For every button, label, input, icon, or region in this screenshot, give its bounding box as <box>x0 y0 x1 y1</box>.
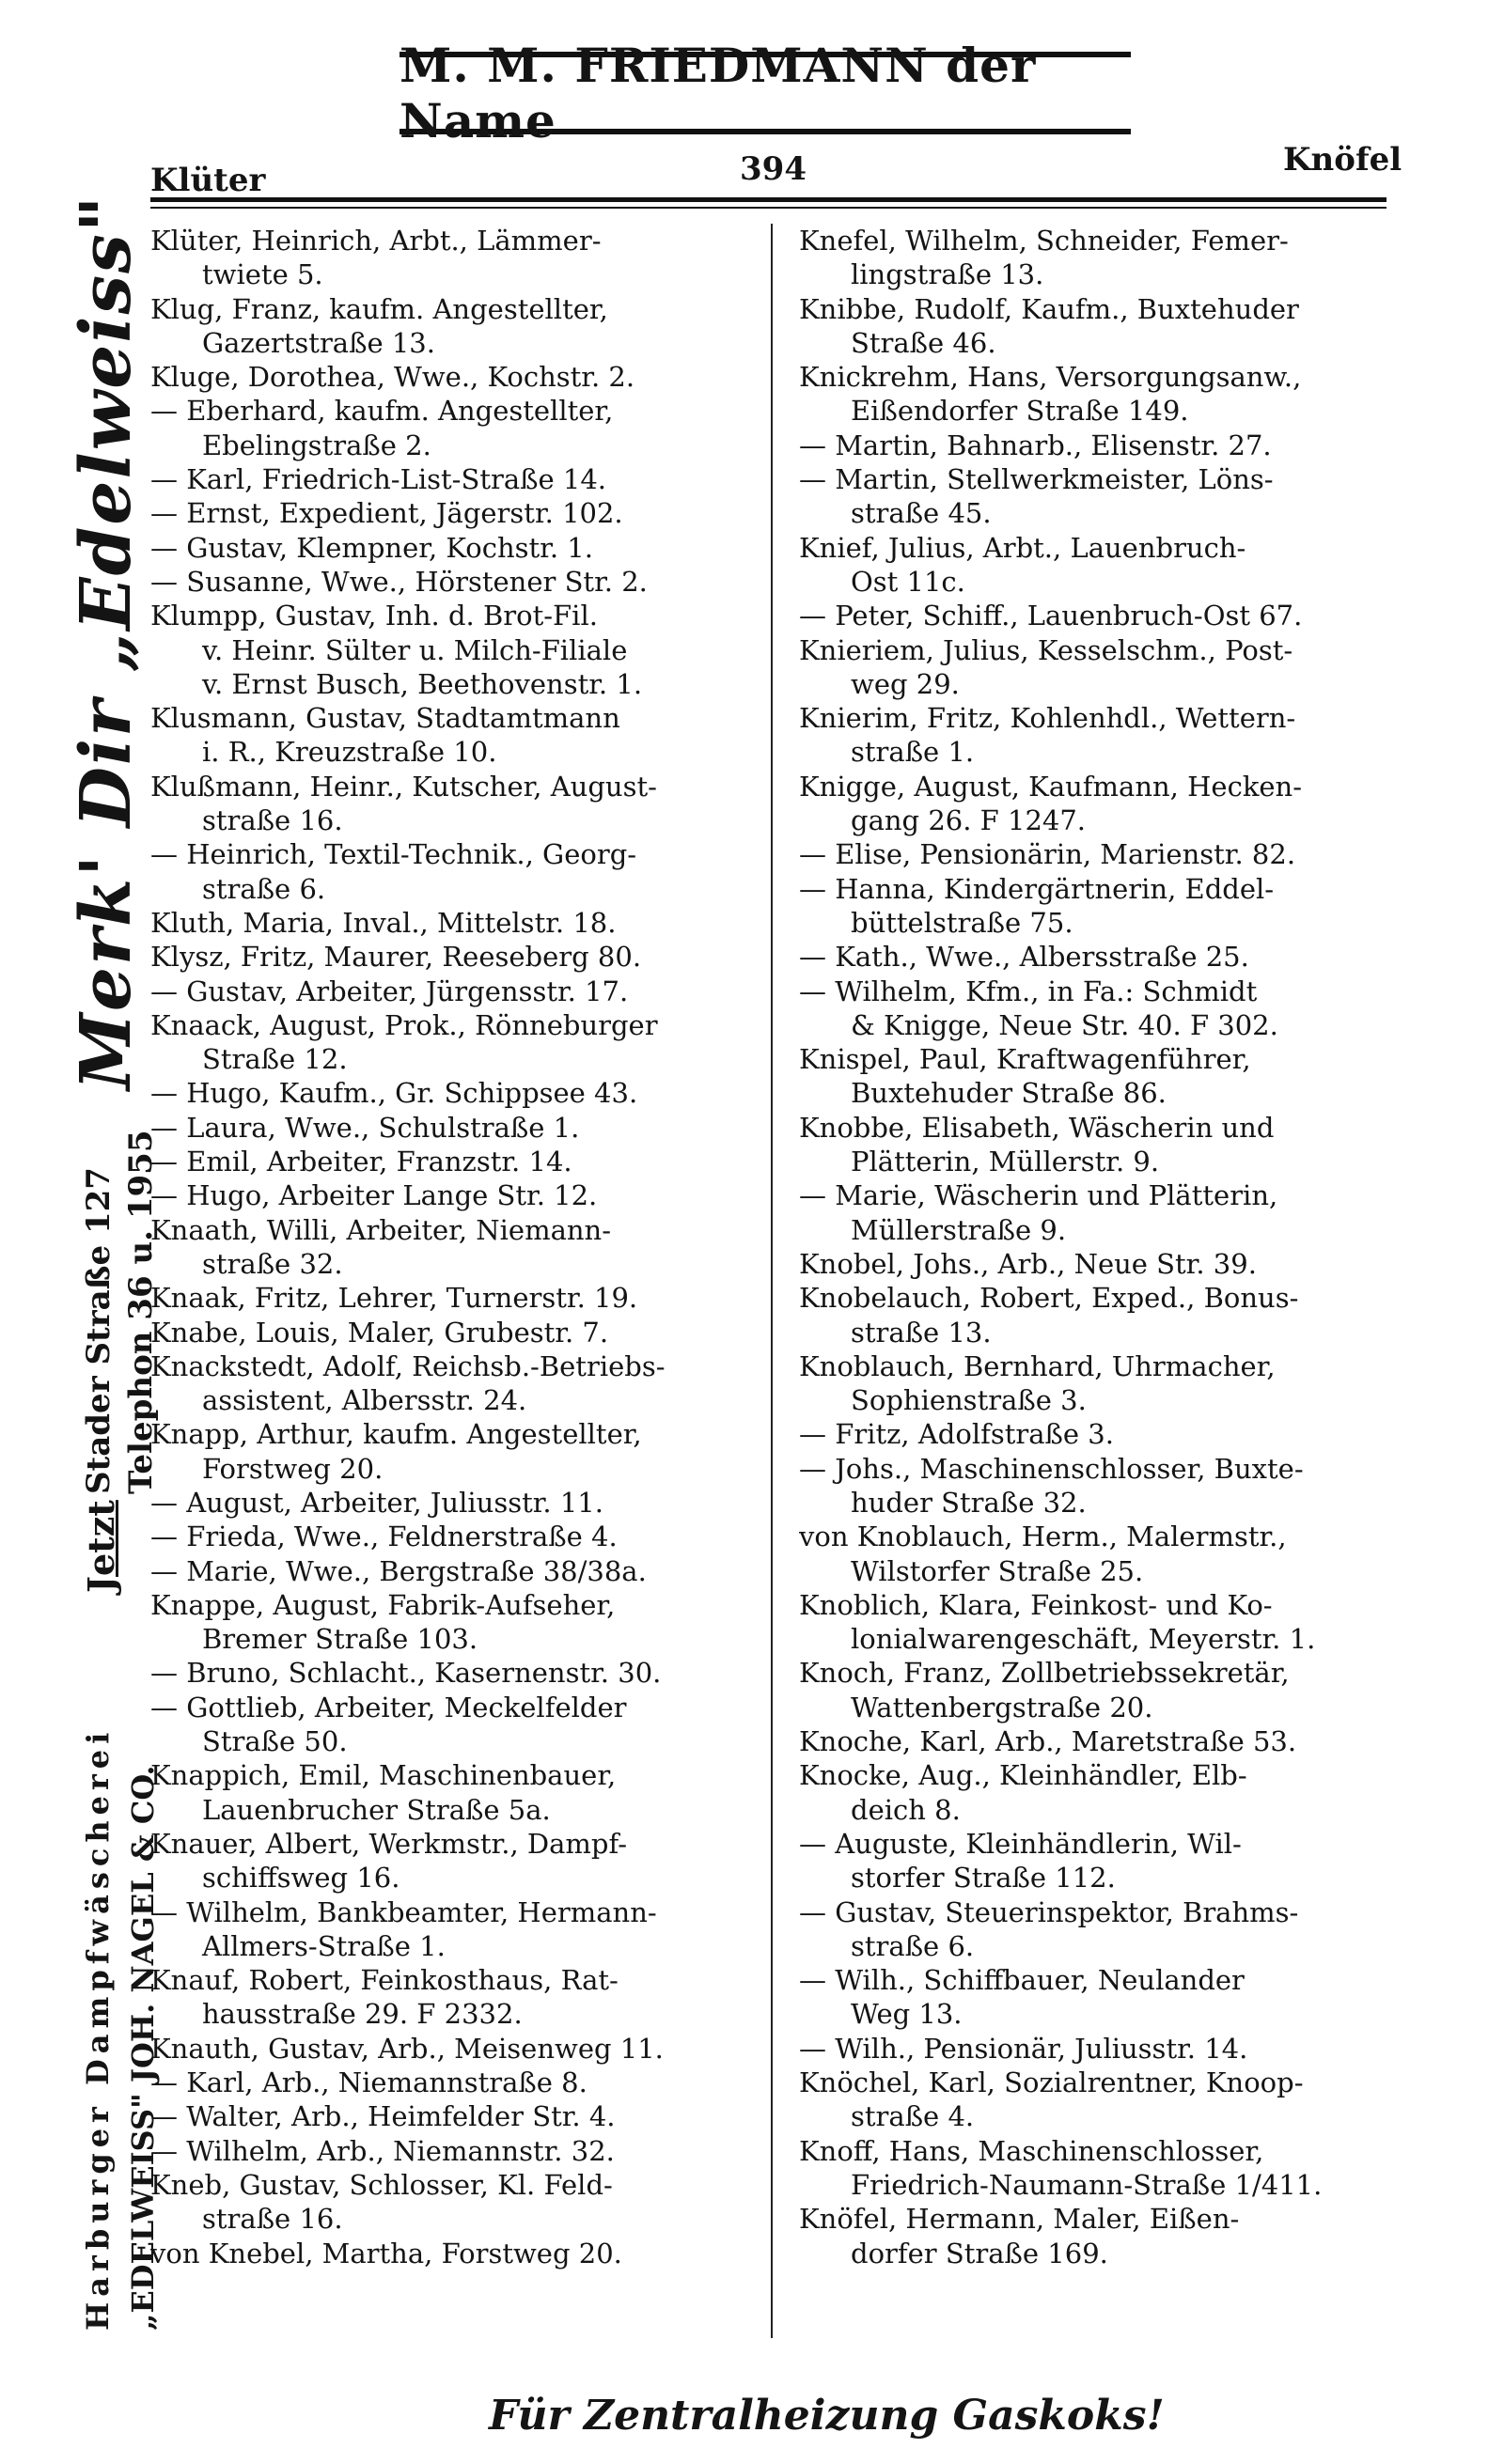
entry-continuation: Straße 46. <box>851 326 996 359</box>
directory-entry <box>150 1076 761 1110</box>
entry-line: Knaack, August, Prok., Rönneburger <box>150 1008 658 1041</box>
entry-line: — Laura, Wwe., Schulstraße 1. <box>150 1111 580 1144</box>
entry-line: Kneb, Gustav, Schlosser, Kl. Feld- <box>150 2168 613 2201</box>
entry-line: Knobelauch, Robert, Exped., Bonus- <box>799 1282 1299 1315</box>
directory-entry <box>799 292 1438 361</box>
entry-line: Knobel, Johs., Arb., Neue Str. 39. <box>799 1247 1257 1280</box>
entry-continuation: schiffsweg 16. <box>202 1862 400 1895</box>
directory-entry <box>799 1963 1438 2032</box>
page-number: 394 <box>740 150 807 188</box>
entry-line: Knoblauch, Bernhard, Uhrmacher, <box>799 1349 1276 1382</box>
directory-entry <box>799 462 1438 531</box>
entry-line: — Hugo, Kaufm., Gr. Schippsee 43. <box>150 1077 638 1110</box>
directory-entry <box>799 633 1438 702</box>
entry-line: — Wilhelm, Arb., Niemannstr. 32. <box>150 2134 615 2167</box>
entry-continuation: Wilstorfer Straße 25. <box>851 1554 1144 1587</box>
entry-line: — Peter, Schiff., Lauenbruch-Ost 67. <box>799 600 1303 632</box>
directory-entry <box>799 1349 1438 1418</box>
directory-entry <box>799 1247 1438 1281</box>
entry-line: Knauf, Robert, Feinkosthaus, Rat- <box>150 1964 619 1997</box>
directory-entry <box>799 1178 1438 1247</box>
entry-continuation: Friedrich-Naumann-Straße 1/411. <box>851 2168 1323 2201</box>
entry-line: Knöchel, Karl, Sozialrentner, Knoop- <box>799 2066 1304 2099</box>
entry-line: Knoche, Karl, Arb., Maretstraße 53. <box>799 1725 1297 1758</box>
advert-banner <box>400 38 1131 148</box>
entry-continuation: straße 6. <box>202 872 326 905</box>
directory-entry <box>150 224 761 292</box>
directory-entry <box>799 872 1438 941</box>
entry-line: — Gustav, Steuerinspektor, Brahms- <box>799 1895 1299 1928</box>
entry-continuation: huder Straße 32. <box>851 1486 1087 1519</box>
directory-entry <box>150 599 761 701</box>
directory-entry <box>150 1588 761 1657</box>
directory-entry <box>799 2202 1438 2270</box>
entry-continuation: Gazertstraße 13. <box>202 326 435 359</box>
entry-line: von Knoblauch, Herm., Malermstr., <box>799 1521 1287 1553</box>
directory-entry <box>799 1895 1438 1964</box>
entry-line: Kluth, Maria, Inval., Mittelstr. 18. <box>150 906 617 939</box>
entry-line: — Walter, Arb., Heimfelder Str. 4. <box>150 2100 616 2133</box>
entry-line: Knoch, Franz, Zollbetriebssekretär, <box>799 1657 1290 1690</box>
sidebar-motto: Merk' Dir „Edelweiss" <box>66 194 147 1090</box>
directory-entry <box>150 1827 761 1895</box>
entry-continuation: & Knigge, Neue Str. 40. F 302. <box>851 1008 1278 1041</box>
sidebar-address: Stader Straße 127 <box>80 1167 118 1494</box>
entry-line: — Gustav, Arbeiter, Jürgensstr. 17. <box>150 975 629 1007</box>
directory-entry <box>150 394 761 462</box>
entry-continuation: Lauenbrucher Straße 5a. <box>202 1793 551 1826</box>
directory-entry <box>150 2099 761 2133</box>
left-column <box>150 224 761 2270</box>
entry-continuation: straße 45. <box>851 497 992 530</box>
entry-continuation: lonialwarengeschäft, Meyerstr. 1. <box>851 1623 1316 1656</box>
directory-entry <box>799 975 1438 1043</box>
directory-entry <box>150 2134 761 2168</box>
directory-entry <box>799 837 1438 871</box>
entry-line: — Heinrich, Textil-Technik., Georg- <box>150 838 637 871</box>
entry-continuation: lingstraße 13. <box>851 258 1044 291</box>
directory-entry <box>150 1895 761 1964</box>
sidebar-firm-line1: Harburger Dampfwäscherei <box>80 1726 116 2331</box>
entry-continuation: assistent, Albersstr. 24. <box>202 1384 527 1417</box>
entry-line: Knapp, Arthur, kaufm. Angestellter, <box>150 1418 642 1451</box>
entry-continuation: Straße 12. <box>202 1043 348 1076</box>
entry-line: — Ernst, Expedient, Jägerstr. 102. <box>150 497 623 530</box>
entry-line: — Bruno, Schlacht., Kasernenstr. 30. <box>150 1657 662 1690</box>
entry-line: — Eberhard, kaufm. Angestellter, <box>150 395 614 428</box>
entry-continuation: straße 1. <box>851 736 975 769</box>
entry-line: Knefel, Wilhelm, Schneider, Femer- <box>799 225 1289 257</box>
entry-line: — Karl, Friedrich-List-Straße 14. <box>150 463 606 496</box>
directory-entry <box>799 531 1438 600</box>
entry-continuation: gang 26. F 1247. <box>851 804 1087 837</box>
directory-entry <box>799 1417 1438 1451</box>
entry-line: Knickrehm, Hans, Versorgungsanw., <box>799 361 1302 394</box>
directory-entry <box>799 599 1438 632</box>
entry-continuation: Plätterin, Müllerstr. 9. <box>851 1146 1160 1178</box>
entry-continuation: straße 16. <box>202 804 343 837</box>
directory-entry <box>150 975 761 1008</box>
entry-line: — Gottlieb, Arbeiter, Meckelfelder <box>150 1691 627 1723</box>
entry-continuation: deich 8. <box>851 1793 961 1826</box>
header-rule-thin <box>150 207 1386 209</box>
entry-line: — Kath., Wwe., Albersstraße 25. <box>799 941 1249 974</box>
directory-entry <box>150 1963 761 2032</box>
entry-continuation: Eißendorfer Straße 149. <box>851 395 1189 428</box>
entry-line: Knauer, Albert, Werkmstr., Dampf- <box>150 1827 627 1860</box>
directory-entry <box>150 292 761 361</box>
entry-continuation: storfer Straße 112. <box>851 1862 1116 1895</box>
entry-line: — Fritz, Adolfstraße 3. <box>799 1418 1114 1451</box>
directory-entry <box>799 1724 1438 1758</box>
entry-line: — Wilh., Schiffbauer, Neulander <box>799 1964 1245 1997</box>
footer-advert: Für Zentralheizung Gaskoks! <box>489 2392 1165 2440</box>
entry-continuation: twiete 5. <box>202 258 323 291</box>
directory-entry <box>799 1520 1438 1588</box>
directory-entry <box>150 837 761 906</box>
directory-entry <box>150 1758 761 1827</box>
entry-line: — Hanna, Kindergärtnerin, Eddel- <box>799 872 1275 905</box>
entry-continuation: weg 29. <box>851 667 960 700</box>
directory-entry <box>799 1758 1438 1827</box>
directory-entry <box>799 1588 1438 1657</box>
entry-continuation: Müllerstraße 9. <box>851 1213 1067 1246</box>
running-head-right: Knöfel <box>1283 141 1402 179</box>
directory-entry <box>799 770 1438 838</box>
banner-text: M. M. FRIEDMANN der Name <box>400 38 1037 148</box>
entry-line: Knappich, Emil, Maschinenbauer, <box>150 1759 617 1792</box>
directory-entry <box>150 2032 761 2066</box>
entry-line: — Marie, Wwe., Bergstraße 38/38a. <box>150 1554 647 1587</box>
directory-entry <box>150 1145 761 1178</box>
directory-entry <box>150 1554 761 1588</box>
entry-line: Knappe, August, Fabrik-Aufseher, <box>150 1588 616 1621</box>
entry-line: Knabe, Louis, Maler, Grubestr. 7. <box>150 1316 609 1349</box>
entry-line: Klusmann, Gustav, Stadtamtmann <box>150 702 620 735</box>
entry-line: Klysz, Fritz, Maurer, Reeseberg 80. <box>150 941 642 974</box>
entry-line: Klumpp, Gustav, Inh. d. Brot-Fil. <box>150 600 598 632</box>
entry-line: — Hugo, Arbeiter Lange Str. 12. <box>150 1179 598 1212</box>
entry-line: von Knebel, Martha, Forstweg 20. <box>150 2237 622 2269</box>
entry-line: — Wilhelm, Bankbeamter, Hermann- <box>150 1895 657 1928</box>
directory-entry <box>799 701 1438 770</box>
entry-line: — Auguste, Kleinhändlerin, Wil- <box>799 1827 1242 1860</box>
entry-line: — Karl, Arb., Niemannstraße 8. <box>150 2066 588 2099</box>
entry-line: — Frieda, Wwe., Feldnerstraße 4. <box>150 1521 618 1553</box>
entry-continuation: Forstweg 20. <box>202 1452 384 1485</box>
entry-line: — Johs., Maschinenschlosser, Buxte- <box>799 1452 1304 1485</box>
entry-line: Kluge, Dorothea, Wwe., Kochstr. 2. <box>150 361 635 394</box>
entry-line: Knauth, Gustav, Arb., Meisenweg 11. <box>150 2032 664 2065</box>
entry-line: — Wilhelm, Kfm., in Fa.: Schmidt <box>799 975 1258 1007</box>
directory-entry <box>150 496 761 530</box>
sidebar-jetzt: Jetzt <box>80 1500 122 1593</box>
entry-line: — Wilh., Pensionär, Juliusstr. 14. <box>799 2032 1248 2065</box>
directory-entry <box>150 1178 761 1212</box>
directory-entry <box>150 2066 761 2099</box>
entry-line: Knaath, Willi, Arbeiter, Niemann- <box>150 1213 612 1246</box>
directory-entry <box>150 940 761 974</box>
entry-line: Knoff, Hans, Maschinenschlosser, <box>799 2134 1264 2167</box>
entry-line: — Marie, Wäscherin und Plätterin, <box>799 1179 1278 1212</box>
directory-entry <box>150 1008 761 1077</box>
directory-entry <box>150 770 761 838</box>
directory-entry <box>150 1520 761 1553</box>
entry-continuation: i. R., Kreuzstraße 10. <box>202 736 497 769</box>
entry-line: Knobbe, Elisabeth, Wäscherin und <box>799 1111 1275 1144</box>
sidebar-phone: Telephon 36 u. 1955 <box>122 1130 160 1494</box>
directory-entry <box>799 224 1438 292</box>
directory-entry <box>150 1111 761 1145</box>
directory-entry <box>150 1417 761 1486</box>
entry-continuation: straße 16. <box>202 2203 343 2236</box>
entry-continuation: straße 13. <box>851 1316 992 1349</box>
directory-entry <box>799 2032 1438 2066</box>
entry-line: Knackstedt, Adolf, Reichsb.-Betriebs- <box>150 1349 666 1382</box>
right-column <box>799 224 1438 2270</box>
entry-line: — Martin, Stellwerkmeister, Löns- <box>799 463 1274 496</box>
directory-entry <box>150 565 761 599</box>
directory-entry <box>150 1349 761 1418</box>
entry-continuation: Allmers-Straße 1. <box>202 1929 446 1962</box>
directory-entry <box>150 1281 761 1315</box>
directory-entry <box>150 360 761 394</box>
entry-line: Knibbe, Rudolf, Kaufm., Buxtehuder <box>799 292 1299 325</box>
entry-line: Knispel, Paul, Kraftwagenführer, <box>799 1043 1251 1076</box>
directory-entry <box>150 531 761 565</box>
entry-continuation: straße 6. <box>851 1929 975 1962</box>
directory-entry <box>150 2168 761 2237</box>
entry-line: Knocke, Aug., Kleinhändler, Elb- <box>799 1759 1247 1792</box>
directory-entry <box>799 1111 1438 1179</box>
directory-entry <box>150 1656 761 1690</box>
entry-line: Klug, Franz, kaufm. Angestellter, <box>150 292 608 325</box>
entry-line: Knoblich, Klara, Feinkost- und Ko- <box>799 1588 1273 1621</box>
directory-entry <box>799 1452 1438 1521</box>
entry-continuation: Buxtehuder Straße 86. <box>851 1077 1167 1110</box>
directory-entry <box>799 1281 1438 1349</box>
entry-line: — Emil, Arbeiter, Franzstr. 14. <box>150 1146 572 1178</box>
directory-entry <box>799 940 1438 974</box>
entry-line: — August, Arbeiter, Juliusstr. 11. <box>150 1486 603 1519</box>
directory-entry <box>150 701 761 770</box>
entry-line: Klußmann, Heinr., Kutscher, August- <box>150 770 657 803</box>
directory-entry <box>150 1316 761 1349</box>
sidebar-firm-line2: „EDELWEISS" JOH. NAGEL & CO. <box>125 1765 161 2331</box>
directory-entry <box>150 906 761 940</box>
directory-entry <box>799 429 1438 462</box>
entry-continuation: Straße 50. <box>202 1725 348 1758</box>
directory-entry <box>799 1656 1438 1724</box>
entry-line: Knigge, August, Kaufmann, Hecken- <box>799 770 1303 803</box>
entry-line: Knöfel, Hermann, Maler, Eißen- <box>799 2203 1240 2236</box>
entry-line: — Gustav, Klempner, Kochstr. 1. <box>150 531 593 564</box>
directory-entry <box>799 2134 1438 2203</box>
entry-continuation: v. Heinr. Sülter u. Milch-Filiale <box>202 633 628 666</box>
entry-continuation: Ebelingstraße 2. <box>202 429 431 461</box>
directory-entry <box>799 2066 1438 2134</box>
entry-line: — Elise, Pensionärin, Marienstr. 82. <box>799 838 1296 871</box>
entry-line: Knief, Julius, Arbt., Lauenbruch- <box>799 531 1246 564</box>
entry-continuation: Ost 11c. <box>851 565 965 598</box>
entry-continuation: Wattenbergstraße 20. <box>851 1691 1153 1723</box>
directory-entry <box>150 1691 761 1759</box>
entry-continuation: dorfer Straße 169. <box>851 2237 1108 2269</box>
entry-line: Knaak, Fritz, Lehrer, Turnerstr. 19. <box>150 1282 638 1315</box>
column-divider <box>771 224 773 2338</box>
entry-continuation: büttelstraße 75. <box>851 906 1073 939</box>
directory-entry <box>150 462 761 496</box>
directory-entry <box>150 2237 761 2270</box>
entry-line: Knierim, Fritz, Kohlenhdl., Wettern- <box>799 702 1296 735</box>
entry-line: Knieriem, Julius, Kesselschm., Post- <box>799 633 1293 666</box>
directory-entry <box>799 1042 1438 1111</box>
entry-continuation: Sophienstraße 3. <box>851 1384 1087 1417</box>
directory-entry <box>799 360 1438 429</box>
entry-continuation: Bremer Straße 103. <box>202 1623 478 1656</box>
directory-entry <box>150 1486 761 1520</box>
entry-continuation: straße 4. <box>851 2100 975 2133</box>
entry-line: — Susanne, Wwe., Hörstener Str. 2. <box>150 565 648 598</box>
directory-entry <box>150 1213 761 1282</box>
directory-entry <box>799 1827 1438 1895</box>
entry-continuation: hausstraße 29. F 2332. <box>202 1998 523 2031</box>
header-rule-thick <box>150 197 1386 202</box>
entry-line: — Martin, Bahnarb., Elisenstr. 27. <box>799 429 1272 461</box>
entry-continuation: Weg 13. <box>851 1998 963 2031</box>
running-head-left: Klüter <box>150 162 266 199</box>
entry-line: Klüter, Heinrich, Arbt., Lämmer- <box>150 225 602 257</box>
entry-continuation: v. Ernst Busch, Beethovenstr. 1. <box>202 667 643 700</box>
entry-continuation: straße 32. <box>202 1247 343 1280</box>
